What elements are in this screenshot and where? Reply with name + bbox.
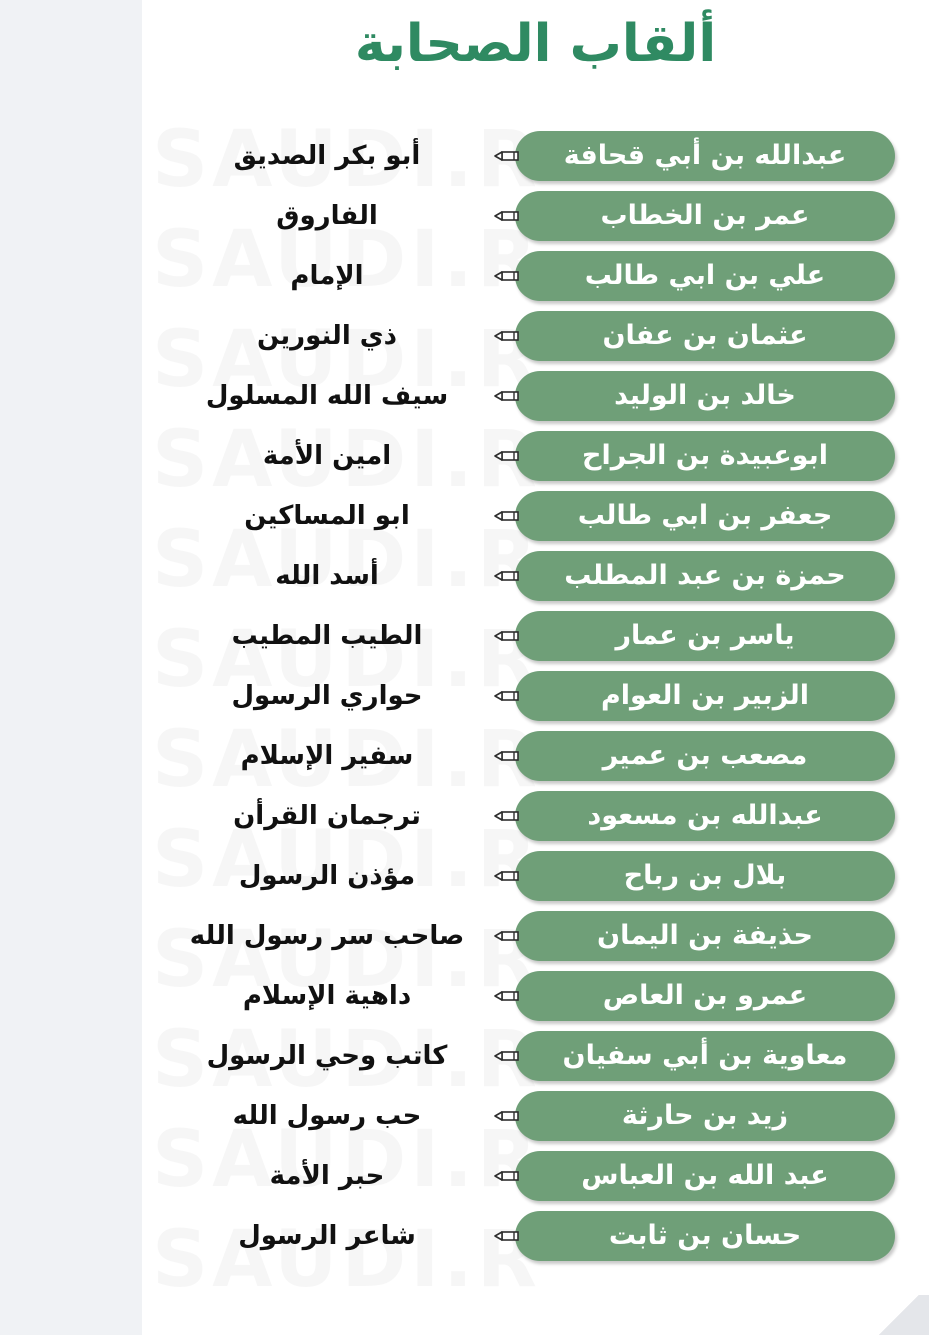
- list-item: [142, 968, 929, 1028]
- companion-name: مصعب بن عمير: [602, 740, 808, 771]
- companion-title: كاتب وحي الرسول: [206, 1041, 448, 1071]
- pencil-arrow-icon: [494, 747, 520, 765]
- companion-title: الفاروق: [276, 201, 378, 231]
- companion-name: خالد بن الوليد: [614, 380, 796, 411]
- companion-name: الزبير بن العوام: [601, 680, 809, 711]
- companion-title: ترجمان القرأن: [233, 801, 421, 831]
- companion-title: سيف الله المسلول: [205, 381, 449, 411]
- list-item: [142, 1088, 929, 1148]
- companion-title: داهية الإسلام: [242, 981, 412, 1011]
- companion-name: حذيفة بن اليمان: [597, 920, 813, 951]
- pencil-arrow-icon: [494, 267, 520, 285]
- pencil-arrow-icon: [494, 1167, 520, 1185]
- pencil-arrow-icon: [494, 627, 520, 645]
- companion-title: أسد الله: [275, 561, 379, 591]
- companion-name: عبدالله بن مسعود: [587, 800, 823, 831]
- pencil-arrow-icon: [494, 147, 520, 165]
- companion-title: الطيب المطيب: [231, 621, 423, 651]
- list-item: [142, 1148, 929, 1208]
- pencil-arrow-icon: [494, 567, 520, 585]
- pencil-arrow-icon: [494, 327, 520, 345]
- companion-title: صاحب سر رسول الله: [189, 921, 465, 951]
- companion-name: عمر بن الخطاب: [600, 200, 810, 231]
- pencil-arrow-icon: [494, 807, 520, 825]
- list-item: [142, 128, 929, 188]
- list-item: [142, 248, 929, 308]
- companion-title: ابو المساكين: [244, 501, 410, 531]
- companion-title: امين الأمة: [262, 441, 392, 471]
- page-title: ألقاب الصحابة: [354, 14, 717, 74]
- companion-name: ابوعبيدة بن الجراح: [582, 440, 828, 471]
- pencil-arrow-icon: [494, 1047, 520, 1065]
- companion-title: حواري الرسول: [231, 681, 423, 711]
- pencil-arrow-icon: [494, 447, 520, 465]
- companion-title: شاعر الرسول: [238, 1221, 416, 1251]
- list-item: [142, 728, 929, 788]
- pencil-arrow-icon: [494, 687, 520, 705]
- companion-title: حب رسول الله: [232, 1101, 422, 1131]
- companion-title: أبو بكر الصديق: [233, 141, 421, 171]
- companion-name: جعفر بن ابي طالب: [577, 500, 833, 531]
- list-item: [142, 1208, 929, 1268]
- list-item: [142, 188, 929, 248]
- companion-name: ياسر بن عمار: [615, 620, 795, 651]
- companion-name: بلال بن رباح: [623, 860, 787, 891]
- companion-title: الإمام: [290, 261, 364, 291]
- pencil-arrow-icon: [494, 1227, 520, 1245]
- pencil-arrow-icon: [494, 927, 520, 945]
- companion-name: عبد الله بن العباس: [581, 1160, 829, 1191]
- companion-name: علي بن ابي طالب: [584, 260, 826, 291]
- left-margin: [0, 0, 142, 1335]
- list-item: [142, 608, 929, 668]
- companion-name: حمزة بن عبد المطلب: [564, 560, 846, 591]
- list-item: [142, 548, 929, 608]
- pencil-arrow-icon: [494, 387, 520, 405]
- pencil-arrow-icon: [494, 507, 520, 525]
- list-item: [142, 908, 929, 968]
- companion-title: سفير الإسلام: [240, 741, 414, 771]
- page-curl: [869, 1295, 929, 1335]
- companion-name: حسان بن ثابت: [608, 1220, 802, 1251]
- companions-list: [142, 128, 929, 1268]
- list-item: [142, 488, 929, 548]
- list-item: [142, 788, 929, 848]
- pencil-arrow-icon: [494, 987, 520, 1005]
- companion-name: معاوية بن أبي سفيان: [562, 1040, 848, 1071]
- companion-title: ذي النورين: [257, 321, 397, 351]
- list-item: [142, 428, 929, 488]
- list-item: [142, 308, 929, 368]
- companion-name: زيد بن حارثة: [621, 1100, 789, 1131]
- companion-name: عثمان بن عفان: [602, 320, 808, 351]
- companion-name: عبدالله بن أبي قحافة: [563, 140, 847, 171]
- companion-name: عمرو بن العاص: [602, 980, 808, 1011]
- companion-title: حبر الأمة: [269, 1161, 385, 1191]
- companion-title: مؤذن الرسول: [238, 861, 416, 891]
- pencil-arrow-icon: [494, 1107, 520, 1125]
- list-item: [142, 368, 929, 428]
- list-item: [142, 848, 929, 908]
- pencil-arrow-icon: [494, 867, 520, 885]
- pencil-arrow-icon: [494, 207, 520, 225]
- list-item: [142, 668, 929, 728]
- list-item: [142, 1028, 929, 1088]
